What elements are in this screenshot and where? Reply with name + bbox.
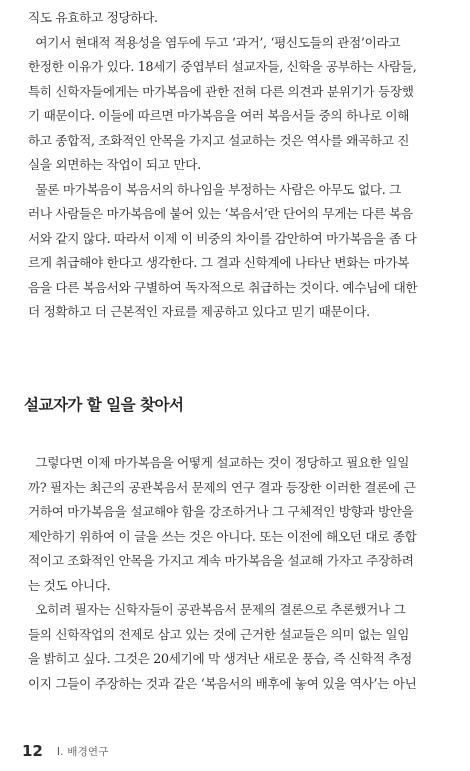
text-line: 적이고 조화적인 안목을 가지고 계속 마가복음을 설교해 가자고 주장하려 [28, 553, 414, 568]
running-head: Ⅰ. 배경연구 [56, 745, 109, 758]
text-line: 이지 그들이 주장하는 것과 같은 ‘복음서의 배후에 놓여 있을 역사’는 아닌 [28, 675, 417, 691]
text-line: 하고 종합적, 조화적인 안목을 가지고 설교하는 것은 역사를 왜곡하고 진 [28, 132, 410, 148]
text-line: 여기서 현대적 적용성을 염두에 두고 ‘과거’, ‘평신도들의 관점’이라고 [28, 34, 401, 50]
text-line: 거하여 마가복음을 설교해야 함을 강조하거나 그 구체적인 방향과 방안을 [28, 504, 414, 519]
page-number: 12 [22, 742, 43, 760]
text-line: 기 때문이다. 이들에 따르면 마가복음을 여러 복음서들 중의 하나로 이해 [28, 108, 410, 123]
text-line: 들의 신학작업의 전제로 삼고 있는 것에 근거한 설교들은 의미 없는 일임 [28, 626, 410, 642]
text-line: 그렇다면 이제 마가복음을 어떻게 설교하는 것이 정당하고 필요한 일일 [28, 455, 410, 470]
text-line: 더 정확하고 더 근본적인 자료를 제공하고 있다고 믿기 때문이다. [28, 304, 370, 319]
text-line: 을 밝히고 싶다. 그것은 20세기에 막 생겨난 새로운 풍습, 즉 신학적 추정 [28, 651, 412, 666]
text-line: 한정한 이유가 있다. 18세기 중엽부터 설교자들, 신학을 공부하는 사람들, [28, 59, 417, 74]
body-text-bottom [28, 451, 448, 696]
text-line: 까? 필자는 최근의 공관복음서 문제의 연구 결과 등장한 이러한 결론에 근 [28, 479, 416, 495]
text-line: 오히려 필자는 신학자들이 공관복음서 문제의 결론으로 추론했거나 그 [28, 602, 406, 617]
page-footer [22, 739, 109, 763]
text-line: 음을 다른 복음서와 구별하여 독자적으로 취급하는 것이다. 예수님에 대한 [28, 279, 418, 295]
section-heading: 설교자가 할 일을 찾아서 [24, 396, 184, 414]
text-line: 러나 사람들은 마가복음에 붙어 있는 ‘복음서’란 단어의 무게는 다른 복음 [28, 206, 413, 221]
text-line: 특히 신학자들에게는 마가복음에 관한 전혀 다른 의견과 분위기가 등장했 [28, 83, 414, 99]
body-text-top [28, 6, 448, 325]
text-line: 실을 외면하는 작업이 되고 만다. [28, 157, 201, 172]
text-line: 르게 취급해야 한다고 생각한다. 그 결과 신학계에 나타난 변화는 마가복 [28, 255, 410, 270]
text-line: 제안하기 위하여 이 글을 쓰는 것은 아니다. 또는 이전에 해오던 대로 종합 [28, 528, 417, 544]
text-line: 직도 유효하고 정당하다. [28, 10, 158, 25]
text-line: 물론 마가복음이 복음서의 하나임을 부정하는 사람은 아무도 없다. 그 [28, 181, 401, 197]
text-line: 는 것도 아니다. [28, 577, 111, 593]
text-line: 서와 같지 않다. 따라서 이제 이 비중의 차이를 감안하여 마가복음을 좀 다 [28, 230, 417, 246]
